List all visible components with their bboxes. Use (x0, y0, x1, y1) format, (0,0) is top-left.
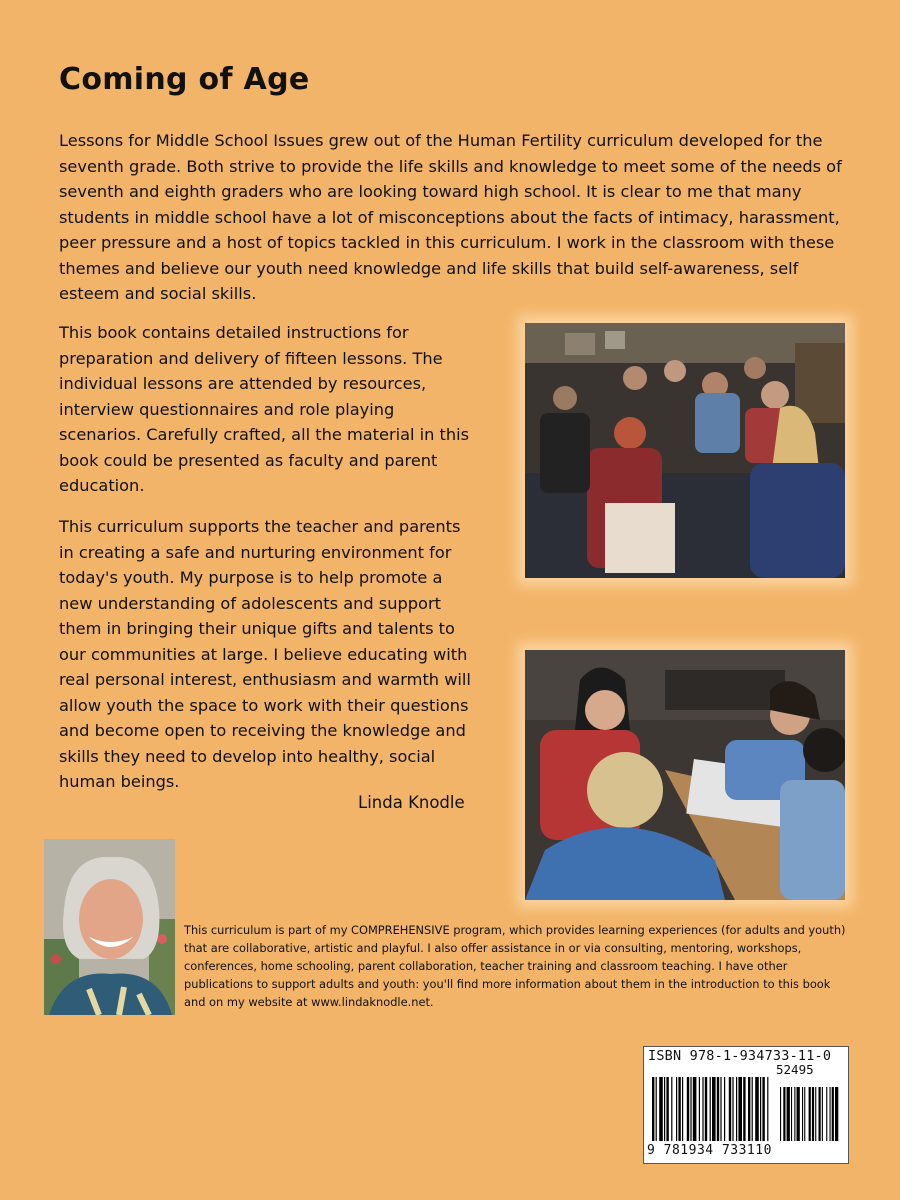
program-note: This curriculum is part of my COMPREHENSIVE program, which provides learning experiences (for adults and youth) that are collaborative, artistic and playful. I also offer assistance in or via consulting, mentoring, workshops, conferences, home schooling, parent collaboration, teacher training and classroom teaching. I have other publications to support adults and youth: you'll find more information about them in the introduction to this book and on my website at www.lindaknodle.net. (184, 923, 846, 1009)
isbn-addon-number: 52495 (776, 1062, 814, 1077)
book-title: Coming of Age (59, 62, 310, 97)
intro-paragraph: Lessons for Middle School Issues grew out of the Human Fertility curriculum developed for the seventh grade. Both strive to provide the life skills and knowledge to meet some of the needs of seventh and eighth graders who are looking toward high school. It is clear to me that many students in middle school have a lot of misconceptions about the facts of intimacy, harassment, peer pressure and a host of topics tackled in this curriculum. I work in the classroom with these themes and believe our youth need knowledge and life skills that build self-awareness, self esteem and social skills. (59, 131, 842, 303)
barcode-number: 9 781934 733110 (647, 1143, 772, 1158)
description-paragraph: This book contains detailed instructions for preparation and delivery of fifteen lessons. The individual lessons are attended by resources, interview questionnaires and role playing scenarios. Carefully crafted, all the material in this book could be presented as faculty and parent education. (59, 323, 470, 495)
author-signature: Linda Knodle (358, 793, 465, 812)
classroom-desk-photo (525, 650, 845, 900)
classroom-circle-photo (525, 323, 845, 578)
isbn-label: ISBN 978-1-934733-11-0 (648, 1048, 832, 1064)
purpose-paragraph: This curriculum supports the teacher and parents in creating a safe and nurturing environment for today's youth. My purpose is to help promote a new understanding of adolescents and support them in bringing their unique gifts and talents to our communities at large. I believe educating with real personal interest, enthusiasm and warmth will allow youth the space to work with their questions and become open to receiving the knowledge and skills they need to develop into healthy, social human beings. (59, 517, 471, 791)
barcode-bars (652, 1077, 842, 1143)
isbn-barcode (643, 1046, 849, 1164)
author-portrait-photo (44, 839, 175, 1015)
